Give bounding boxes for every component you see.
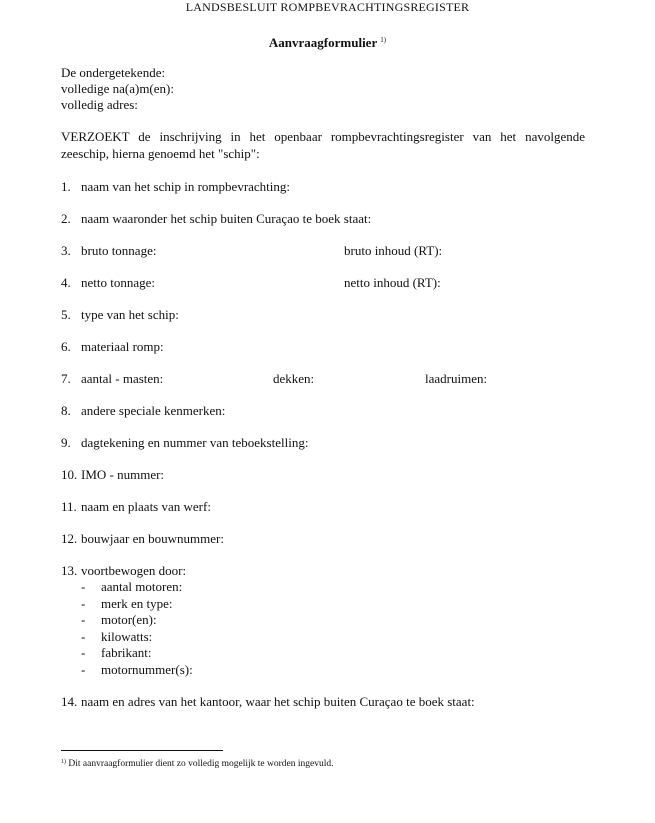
- item-gross-volume: bruto inhoud (RT):: [344, 243, 443, 258]
- footnote-ref: 1): [61, 759, 66, 765]
- item-number: 4.: [61, 275, 71, 290]
- item-number: 7.: [61, 371, 71, 386]
- applicant-address-label: volledig adres:: [61, 97, 138, 112]
- item-shipyard: naam en plaats van werf:: [81, 499, 211, 514]
- sub-item-engines: motor(en):: [101, 612, 157, 627]
- sub-item-kilowatts: kilowatts:: [101, 629, 153, 644]
- sub-bullet: -: [81, 596, 86, 611]
- item-registry-office: naam en adres van het kantoor, waar het schip buiten Curaçao te boek staat:: [81, 694, 475, 709]
- item-build-year: bouwjaar en bouwnummer:: [81, 531, 224, 546]
- item-imo-number: IMO - nummer:: [81, 467, 165, 482]
- item-registration-date: dagtekening en nummer van teboekstelling:: [81, 435, 309, 450]
- footnote-text: Dit aanvraagformulier dient zo volledig mogelijk te worden ingevuld.: [68, 759, 334, 769]
- item-masts: aantal - masten:: [81, 371, 164, 386]
- item-net-volume: netto inhoud (RT):: [344, 275, 441, 290]
- item-number: 9.: [61, 435, 71, 450]
- item-number: 11.: [61, 499, 77, 514]
- request-paragraph-line2: zeeschip, hierna genoemd het "schip":: [61, 146, 260, 161]
- applicant-label: De ondergetekende:: [61, 65, 166, 80]
- item-number: 5.: [61, 307, 71, 322]
- form-title-text: Aanvraagformulier: [268, 35, 377, 50]
- footnote: [61, 759, 334, 769]
- item-number: 13.: [61, 563, 78, 578]
- sub-item-manufacturer: fabrikant:: [101, 645, 152, 660]
- document-header: LANDSBESLUIT ROMPBEVRACHTINGSREGISTER: [185, 0, 470, 14]
- sub-item-engine-numbers: motornummer(s):: [101, 662, 193, 677]
- sub-bullet: -: [81, 662, 86, 677]
- sub-bullet: -: [81, 629, 86, 644]
- item-number: 14.: [61, 694, 78, 709]
- item-holds: laadruimen:: [425, 371, 488, 386]
- item-number: 8.: [61, 403, 71, 418]
- item-decks: dekken:: [273, 371, 315, 386]
- item-number: 1.: [61, 179, 71, 194]
- item-special-features: andere speciale kenmerken:: [81, 403, 226, 418]
- footnote-separator: [61, 750, 223, 751]
- sub-bullet: -: [81, 612, 86, 627]
- request-paragraph-line1: VERZOEKT de inschrijving in het openbaar rompbevrachtingsregister van het navolgende: [61, 129, 585, 144]
- item-number: 10.: [61, 467, 78, 482]
- item-ship-name: naam van het schip in rompbevrachting:: [81, 179, 291, 194]
- sub-bullet: -: [81, 579, 86, 594]
- item-number: 6.: [61, 339, 71, 354]
- item-number: 12.: [61, 531, 78, 546]
- item-foreign-registry-name: naam waaronder het schip buiten Curaçao te boek staat:: [81, 211, 372, 226]
- item-gross-tonnage: bruto tonnage:: [81, 243, 157, 258]
- title-footnote-ref: 1): [380, 36, 387, 44]
- item-hull-material: materiaal romp:: [81, 339, 164, 354]
- sub-bullet: -: [81, 645, 86, 660]
- applicant-names-label: volledige na(a)m(en):: [61, 81, 174, 96]
- item-number: 3.: [61, 243, 71, 258]
- sub-item-engine-count: aantal motoren:: [101, 579, 183, 594]
- item-number: 2.: [61, 211, 71, 226]
- sub-item-make-type: merk en type:: [101, 596, 173, 611]
- item-propulsion: voortbewogen door:: [81, 563, 187, 578]
- item-ship-type: type van het schip:: [81, 307, 179, 322]
- item-net-tonnage: netto tonnage:: [81, 275, 156, 290]
- form-title: [0, 35, 655, 51]
